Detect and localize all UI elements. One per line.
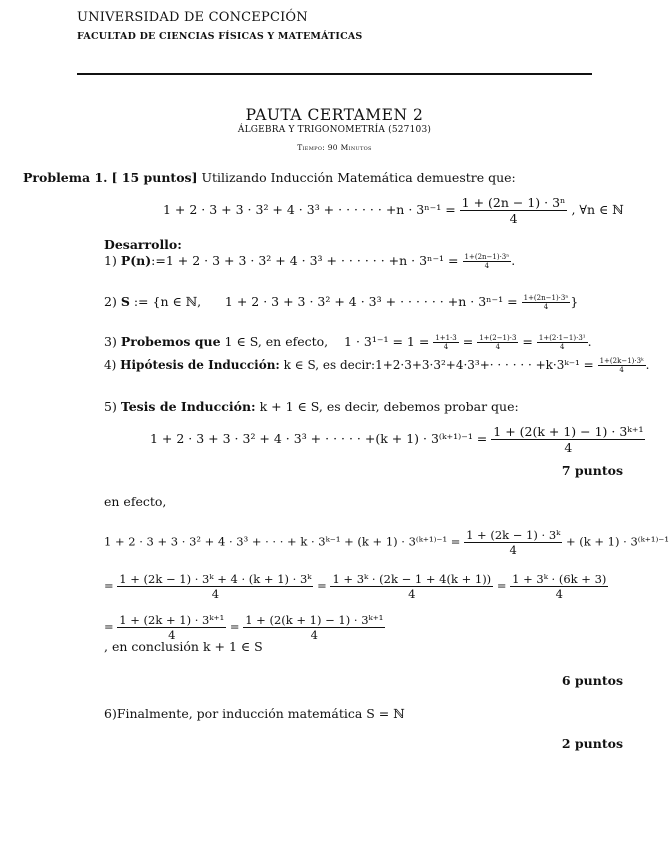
equals-sign: = [104,578,114,593]
fraction-denominator: 4 [560,343,565,351]
equals-sign: = [462,334,474,349]
exam-time: Tiempo: 90 Minutos [297,143,372,152]
fraction-numerator: 1 + (2k − 1) · 3ᵏ + 4 · (k + 1) · 3ᵏ [119,572,312,586]
solution-heading: Desarrollo: [104,237,182,252]
course-name: ÁLGEBRA Y TRIGONOMETRÍA (527103) [237,125,432,135]
main-formula [163,195,624,226]
proof-line-1 [104,528,669,557]
step-3-label: Probemos que [120,334,221,349]
step-3-prefix: 3) [104,334,117,349]
fraction-numerator: 1 + 3ᵏ · (6k + 3) [512,572,607,586]
fraction-numerator: 1 + (2k − 1) · 3ᵏ [466,528,561,542]
step-3-fraction-3 [537,334,588,351]
fraction-numerator: 1+(2n−1)·3ⁿ [464,253,510,261]
fraction-denominator: 4 [484,262,490,270]
fraction-denominator: 4 [310,628,318,642]
points-proof: 6 puntos [561,673,623,688]
step-5 [104,399,519,414]
main-formula-condition: , ∀n ∈ ℕ [571,202,624,217]
step-2 [104,294,578,311]
main-formula-lhs: 1 + 2 · 3 + 3 · 3² + 4 · 3³ + · · · · · · +n · 3ⁿ⁻¹ = [163,202,456,217]
main-formula-fraction [460,195,568,226]
proof-conclusion: , en conclusión k + 1 ∈ S [104,639,263,654]
fraction-numerator: 1 + 3ᵏ · (2k − 1 + 4(k + 1)) [332,572,492,586]
equals-sign: = [104,619,114,634]
fraction-numerator: 1 + (2(k + 1) − 1) · 3ᵏ⁺¹ [245,613,384,627]
step-1-prefix: 1) [104,253,117,268]
step-1-fraction [463,253,512,270]
step-2-label: S [120,294,130,309]
faculty-name: FACULTAD DE CIENCIAS FÍSICAS Y MATEMÁTICAS [77,31,363,42]
step-4-fraction [598,357,646,374]
proof-line-1-fraction [464,528,562,557]
step-1-label: P(n) [120,253,152,268]
step-2-fraction [522,294,571,311]
step-4 [104,357,649,374]
equals-sign: = [496,578,507,593]
fraction-numerator: 1+(2−1)·3 [479,334,517,342]
problem-label: Problema 1. [23,170,108,185]
fraction-numerator: 1+(2k−1)·3ᵏ [599,357,644,365]
university-name: UNIVERSIDAD DE CONCEPCIÓN [77,10,308,25]
step-2-end: } [570,294,579,309]
step-3-end: . [587,334,592,349]
thesis-formula-lhs: 1 + 2 · 3 + 3 · 3² + 4 · 3³ + · · · · · +(k + 1) · 3⁽ᵏ⁺¹⁾⁻¹ = [150,431,488,446]
proof-line-3-fraction-1 [117,613,226,642]
proof-line-2-fraction-3 [510,572,608,601]
fraction-denominator: 4 [555,587,563,601]
step-4-end: . [645,358,650,372]
thesis-formula-fraction [491,424,645,455]
fraction-denominator: 4 [564,440,573,455]
proof-intro: en efecto, [104,494,167,509]
step-3-fraction-2 [477,334,518,351]
fraction-denominator: 4 [408,587,416,601]
step-5-label: Tesis de Inducción: [120,399,256,414]
proof-line-1-rhs: + (k + 1) · 3⁽ᵏ⁺¹⁾⁻¹ [565,534,669,549]
fraction-denominator: 4 [619,366,624,374]
thesis-formula [150,424,645,455]
header-rule [77,73,592,75]
fraction-denominator: 4 [211,587,220,601]
proof-line-2-fraction-1 [117,572,313,601]
equals-sign: = [229,619,240,634]
fraction-denominator: 4 [509,211,518,226]
fraction-denominator: 4 [509,543,517,557]
step-3 [104,334,592,351]
fraction-numerator: 1+(2n−1)·3ⁿ [523,294,569,302]
step-3-body: 1 ∈ S, en efecto, 1 · 3¹⁻¹ = 1 = [220,334,430,349]
step-1 [104,253,515,270]
problem-points: [ 15 puntos] [111,170,198,185]
step-1-body: :=1 + 2 · 3 + 3 · 3² + 4 · 3³ + · · · · · · +n · 3ⁿ⁻¹ = [151,253,459,268]
problem-text: Utilizando Inducción Matemática demuestre que: [201,170,516,185]
step-3-fraction-1 [433,334,458,351]
step-5-body: k + 1 ∈ S, es decir, debemos probar que: [255,399,519,414]
step-1-end: . [511,253,516,268]
equals-sign: = [522,334,533,349]
proof-line-2-fraction-2 [330,572,493,601]
proof-line-3 [104,613,385,642]
fraction-numerator: 1 + (2n − 1) · 3ⁿ [461,195,566,210]
step-6: 6)Finalmente, por inducción matemática S = ℕ [104,706,405,721]
fraction-denominator: 4 [495,343,501,351]
points-step-5: 7 puntos [561,463,623,478]
equals-sign: = [317,578,327,593]
exam-title: PAUTA CERTAMEN 2 [245,106,424,124]
fraction-numerator: 1 + (2(k + 1) − 1) · 3ᵏ⁺¹ [493,424,644,439]
fraction-denominator: 4 [543,303,549,311]
fraction-denominator: 4 [168,628,176,642]
fraction-numerator: 1 + (2k + 1) · 3ᵏ⁺¹ [119,613,225,627]
proof-line-1-lhs: 1 + 2 · 3 + 3 · 3² + 4 · 3³ + · · · + k · 3ᵏ⁻¹ + (k + 1) · 3⁽ᵏ⁺¹⁾⁻¹ = [104,534,461,549]
step-2-body: := {n ∈ ℕ, 1 + 2 · 3 + 3 · 3² + 4 · 3³ + · · · · · · +n · 3ⁿ⁻¹ = [129,294,518,309]
step-4-label: Hipótesis de Inducción: [120,358,280,372]
step-2-prefix: 2) [104,294,117,309]
fraction-numerator: 1+1·3 [435,334,457,342]
problem-statement [23,170,516,185]
proof-line-3-fraction-2 [243,613,385,642]
proof-line-2 [104,572,608,601]
step-4-body: k ∈ S, es decir:1+2·3+3·3²+4·3³+· · · · · · +k·3ᵏ⁻¹ = [279,358,594,372]
points-step-6: 2 puntos [561,736,623,751]
step-4-prefix: 4) [104,358,117,372]
fraction-denominator: 4 [443,343,449,351]
step-5-prefix: 5) [104,399,117,414]
fraction-numerator: 1+(2·1−1)·3¹ [538,334,586,342]
